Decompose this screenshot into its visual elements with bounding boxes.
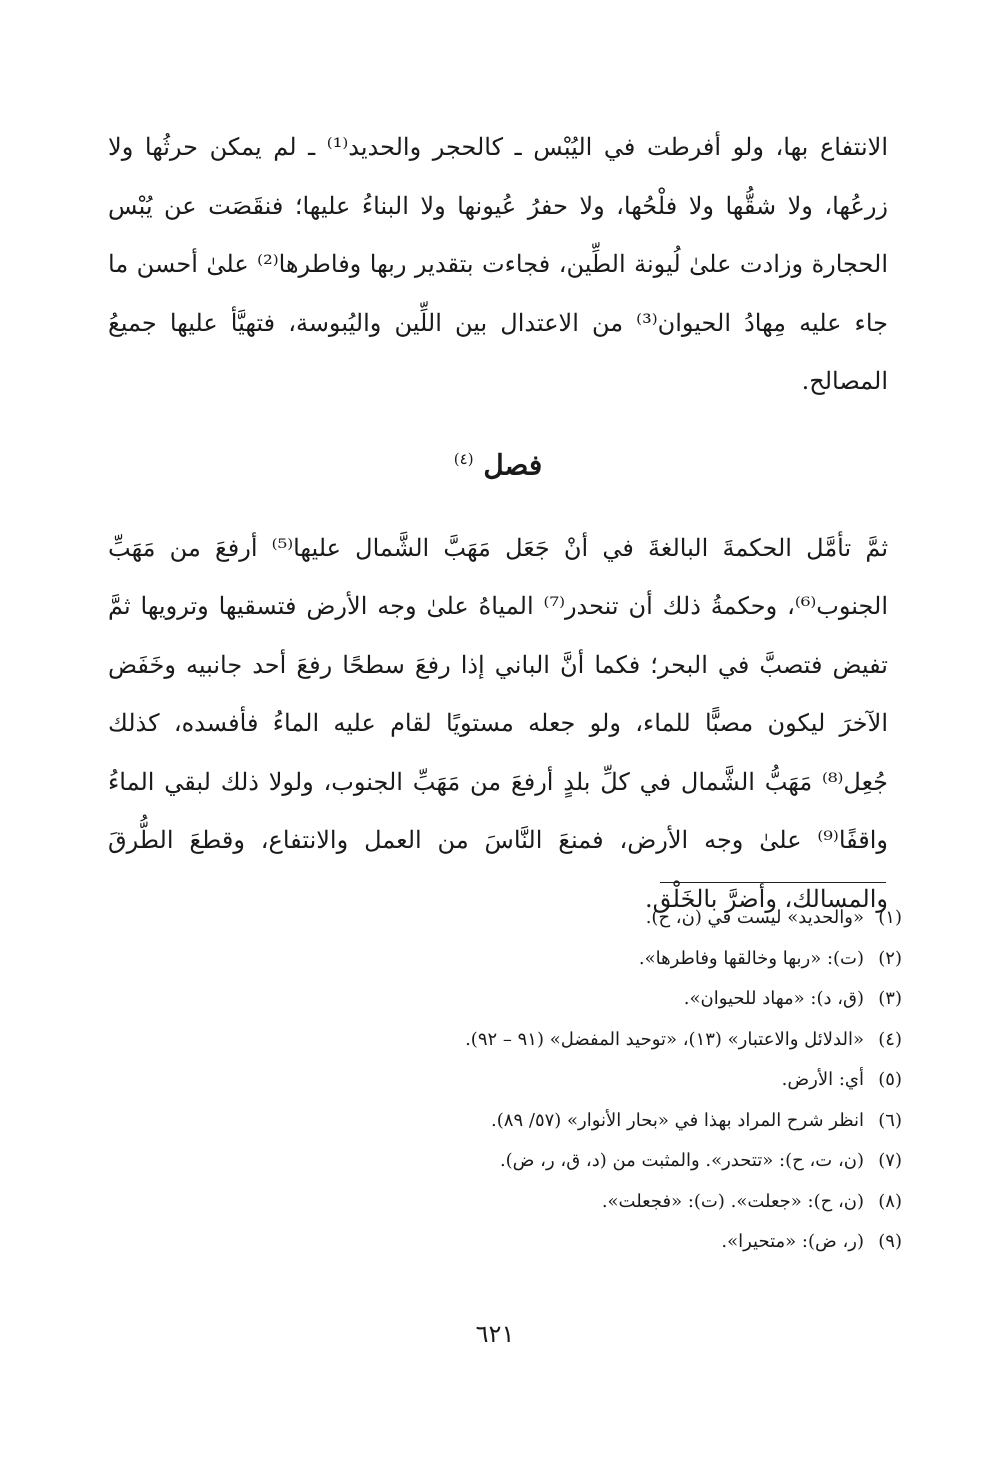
- footnote-separator: [660, 882, 886, 883]
- footnote-number: (٤): [878, 1028, 902, 1050]
- footnote: [302, 1020, 902, 1061]
- section-heading-title: فصل: [483, 447, 543, 481]
- footnote-number: (٣): [878, 988, 902, 1009]
- footnote-text: (ن، ح): «جعلت». (ت): «فجعلت».: [601, 1190, 864, 1212]
- footnote-text: (ن، ت، ح): «تتحدر». والمثبت من (د، ق، ر، ض).: [499, 1150, 864, 1171]
- footnote: [302, 939, 902, 980]
- main-paragraph: ثمَّ تأمَّل الحكمةَ البالغةَ في أنْ جَعَل مَهَبَّ الشَّمال عليها⁽⁵⁾ أرفعَ من مَهَبِّ الجنوب⁽⁶⁾، وحكمةُ ذلك أن تنحدر⁽⁷⁾ المياهُ علىٰ وجه الأرض فتسقيها وترويها ثمَّ تفيض فتصبَّ في البحر؛ فكما أنَّ الباني إذا رفعَ سطحًا رفعَ أحد جانبيه وخَفَض الآخرَ ليكون مصبًّا للماء، ولو جعله مستويًا لقام عليه الماءُ فأفسده، كذلك جُعِل⁽⁸⁾ مَهَبُّ الشَّمال في كلِّ بلدٍ أرفعَ من مَهَبِّ الجنوب، ولولا ذلك لبقي الماءُ واقفًا⁽⁹⁾ علىٰ وجه الأرض، فمنعَ النَّاسَ من العمل والانتفاع، وقطعَ الطُّرقَ والمسالك، وأضرَّ بالخَلْق.: [108, 533, 889, 913]
- footnote: [302, 1060, 902, 1101]
- footnotes-list: [302, 898, 902, 1263]
- footnote-text: (ق، د): «مهاد للحيوان».: [683, 988, 864, 1009]
- footnote-text: «والحديد» ليست في (ن، ح).: [645, 907, 864, 928]
- section-heading-note-ref: (٤): [453, 449, 474, 468]
- footnote-text: «الدلائل والاعتبار» (١٣)، «توحيد المفضل» (٩١ – ٩٢).: [465, 1028, 864, 1050]
- footnote-text: أي: الأرض.: [781, 1069, 864, 1090]
- footnote-number: (٦): [878, 1109, 902, 1131]
- page-number: ٦٢١: [475, 1320, 515, 1348]
- footnote-number: (٩): [878, 1231, 902, 1252]
- footnote-number: (٥): [878, 1069, 902, 1090]
- page-body: [108, 118, 888, 928]
- footnote-number: (١): [878, 907, 902, 928]
- footnote-number: (٧): [878, 1150, 902, 1171]
- footnote-number: (٨): [878, 1190, 902, 1212]
- footnote-text: (ت): «ربها وخالقها وفاطرها».: [638, 947, 864, 969]
- footnote: [302, 1182, 902, 1223]
- footnote: [302, 1101, 902, 1142]
- footnote: [302, 1222, 902, 1263]
- footnote-number: (٢): [878, 947, 902, 969]
- top-paragraph: الانتفاع بها، ولو أفرطت في اليُبْس ـ كالحجر والحديد⁽¹⁾ ـ لم يمكن حرثُها ولا زرعُها، ولا شقُّها ولا فلْحُها، ولا حفرُ عُيونها ولا البناءُ عليها؛ فنقَصَت عن يُبْس الحجارة وزادت علىٰ لُيونة الطِّين، فجاءت بتقدير ربها وفاطرها⁽²⁾ علىٰ أحسن ما جاء عليه مِهادُ الحيوان⁽³⁾ من الاعتدال بين اللِّين واليُبوسة، فتهيَّأ عليها جميعُ المصالح.: [108, 133, 889, 395]
- footnote: [302, 979, 902, 1020]
- footnote-text: انظر شرح المراد بهذا في «بحار الأنوار» (٥٧/ ٨٩).: [491, 1109, 864, 1131]
- section-heading: [108, 439, 888, 485]
- footnote: [302, 898, 902, 939]
- footnote: [302, 1141, 902, 1182]
- footnote-text: (ر، ض): «متحيرا».: [721, 1231, 864, 1252]
